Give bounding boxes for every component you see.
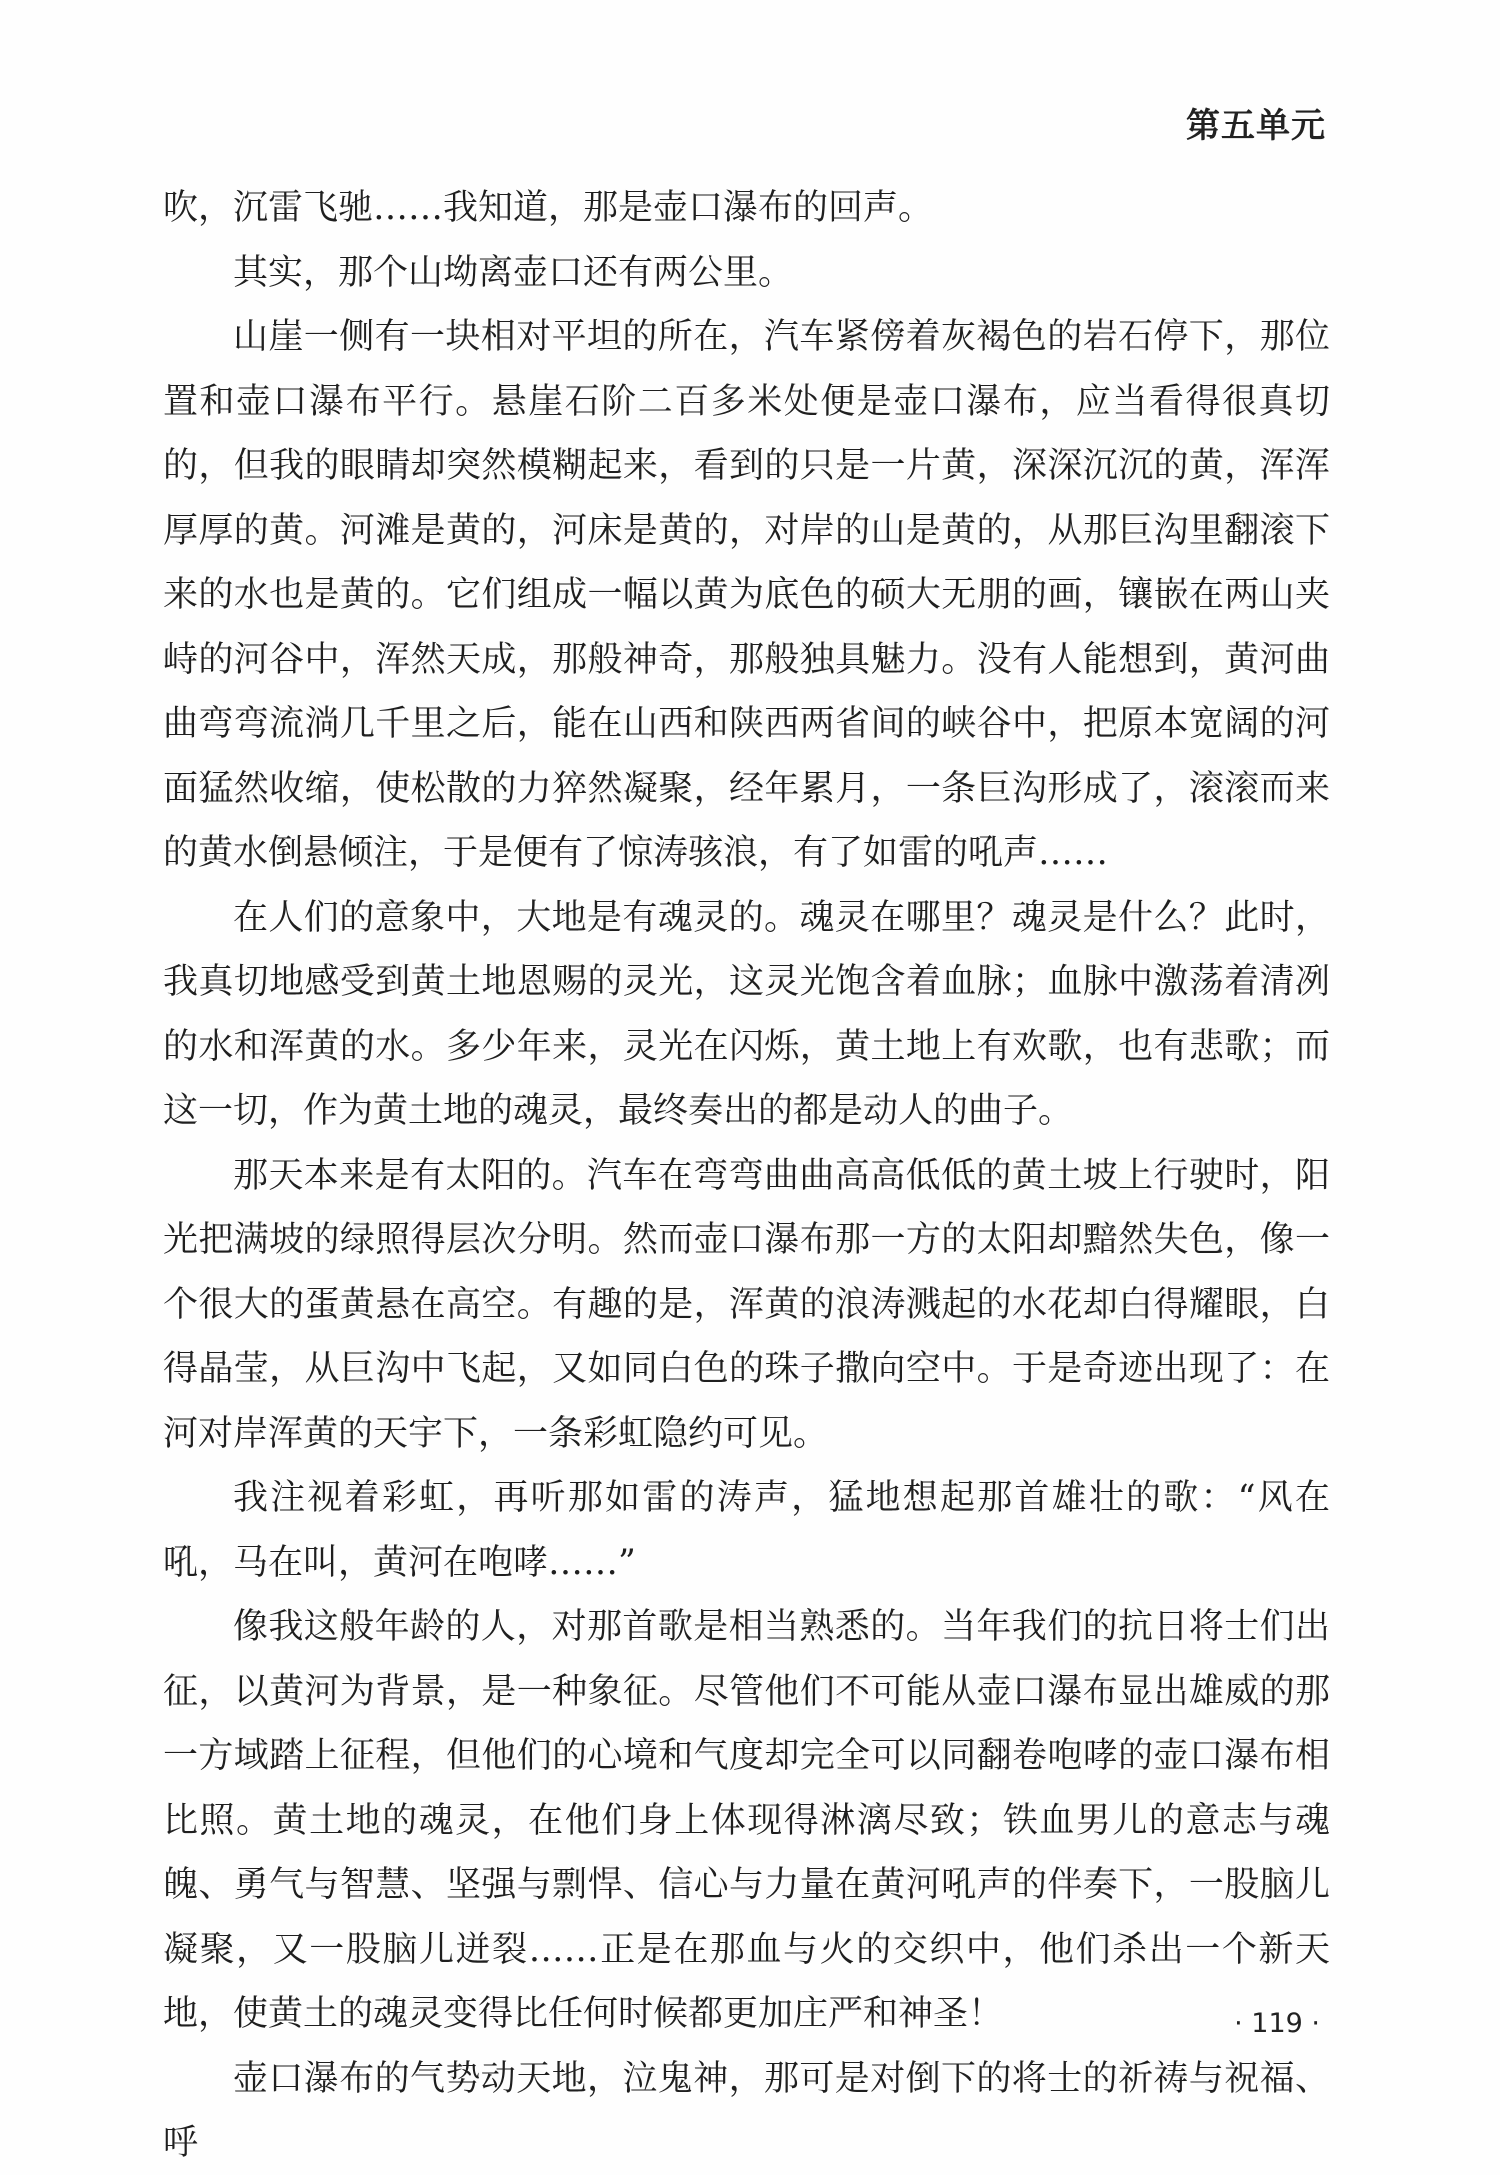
paragraph: 吹，沉雷飞驰……我知道，那是壶口瀑布的回声。 [163, 188, 934, 228]
paragraph: 山崖一侧有一块相对平坦的所在，汽车紧傍着灰褐色的岩石停下，那位置和壶口瀑布平行。悬崖石阶二百多米处便是壶口瀑布，应当看得很真切的，但我的眼睛却突然模糊起来，看到的只是一片黄，深深沉沉的黄，浑浑厚厚的黄。河滩是黄的，河床是黄的，对岸的山是黄的，从那巨沟里翻滚下来的水也是黄的。它们组成一幅以黄为底色的硕大无朋的画，镶嵌在两山夹峙的河谷中，浑然天成，那般神奇，那般独具魅力。没有人能想到，黄河曲曲弯弯流淌几千里之后，能在山西和陕西两省间的峡谷中，把原本宽阔的河面猛然收缩，使松散的力猝然凝聚，经年累月，一条巨沟形成了，滚滚而来的黄水倒悬倾注，于是便有了惊涛骇浪，有了如雷的吼声…… [163, 317, 1330, 873]
paragraph: 我注视着彩虹，再听那如雷的涛声，猛地想起那首雄壮的歌：“风在吼，马在叫，黄河在咆哮……” [163, 1478, 1330, 1583]
paragraph: 其实，那个山坳离壶口还有两公里。 [233, 252, 794, 293]
body-text [163, 176, 1330, 2176]
paragraph: 壶口瀑布的气势动天地，泣鬼神，那可是对倒下的将士的祈祷与祝福、呼 [163, 2058, 1330, 2163]
paragraph: 像我这般年龄的人，对那首歌是相当熟悉的。当年我们的抗日将士们出征，以黄河为背景，是一种象征。尽管他们不可能从壶口瀑布显出雄威的那一方域踏上征程，但他们的心境和气度却完全可以同翻卷咆哮的壶口瀑布相比照。黄土地的魂灵，在他们身上体现得淋漓尽致；铁血男儿的意志与魂魄、勇气与智慧、坚强与剽悍、信心与力量在黄河吼声的伴奏下，一股脑儿凝聚，又一股脑儿迸裂……正是在那血与火的交织中，他们杀出一个新天地，使黄土的魂灵变得比任何时候都更加庄严和神圣！ [163, 1607, 1330, 2034]
unit-title: 第五单元 [1186, 106, 1326, 146]
paragraph: 那天本来是有太阳的。汽车在弯弯曲曲高高低低的黄土坡上行驶时，阳光把满坡的绿照得层次分明。然而壶口瀑布那一方的太阳却黯然失色，像一个很大的蛋黄悬在高空。有趣的是，浑黄的浪涛溅起的水花却白得耀眼，白得晶莹，从巨沟中飞起，又如同白色的珠子撒向空中。于是奇迹出现了：在河对岸浑黄的天宇下，一条彩虹隐约可见。 [163, 1155, 1330, 1454]
page-number: · 119 · [1234, 2008, 1320, 2039]
paragraph: 在人们的意象中，大地是有魂灵的。魂灵在哪里？魂灵是什么？此时，我真切地感受到黄土地恩赐的灵光，这灵光饱含着血脉；血脉中激荡着清冽的水和浑黄的水。多少年来，灵光在闪烁，黄土地上有欢歌，也有悲歌；而这一切，作为黄土地的魂灵，最终奏出的都是动人的曲子。 [163, 897, 1330, 1131]
